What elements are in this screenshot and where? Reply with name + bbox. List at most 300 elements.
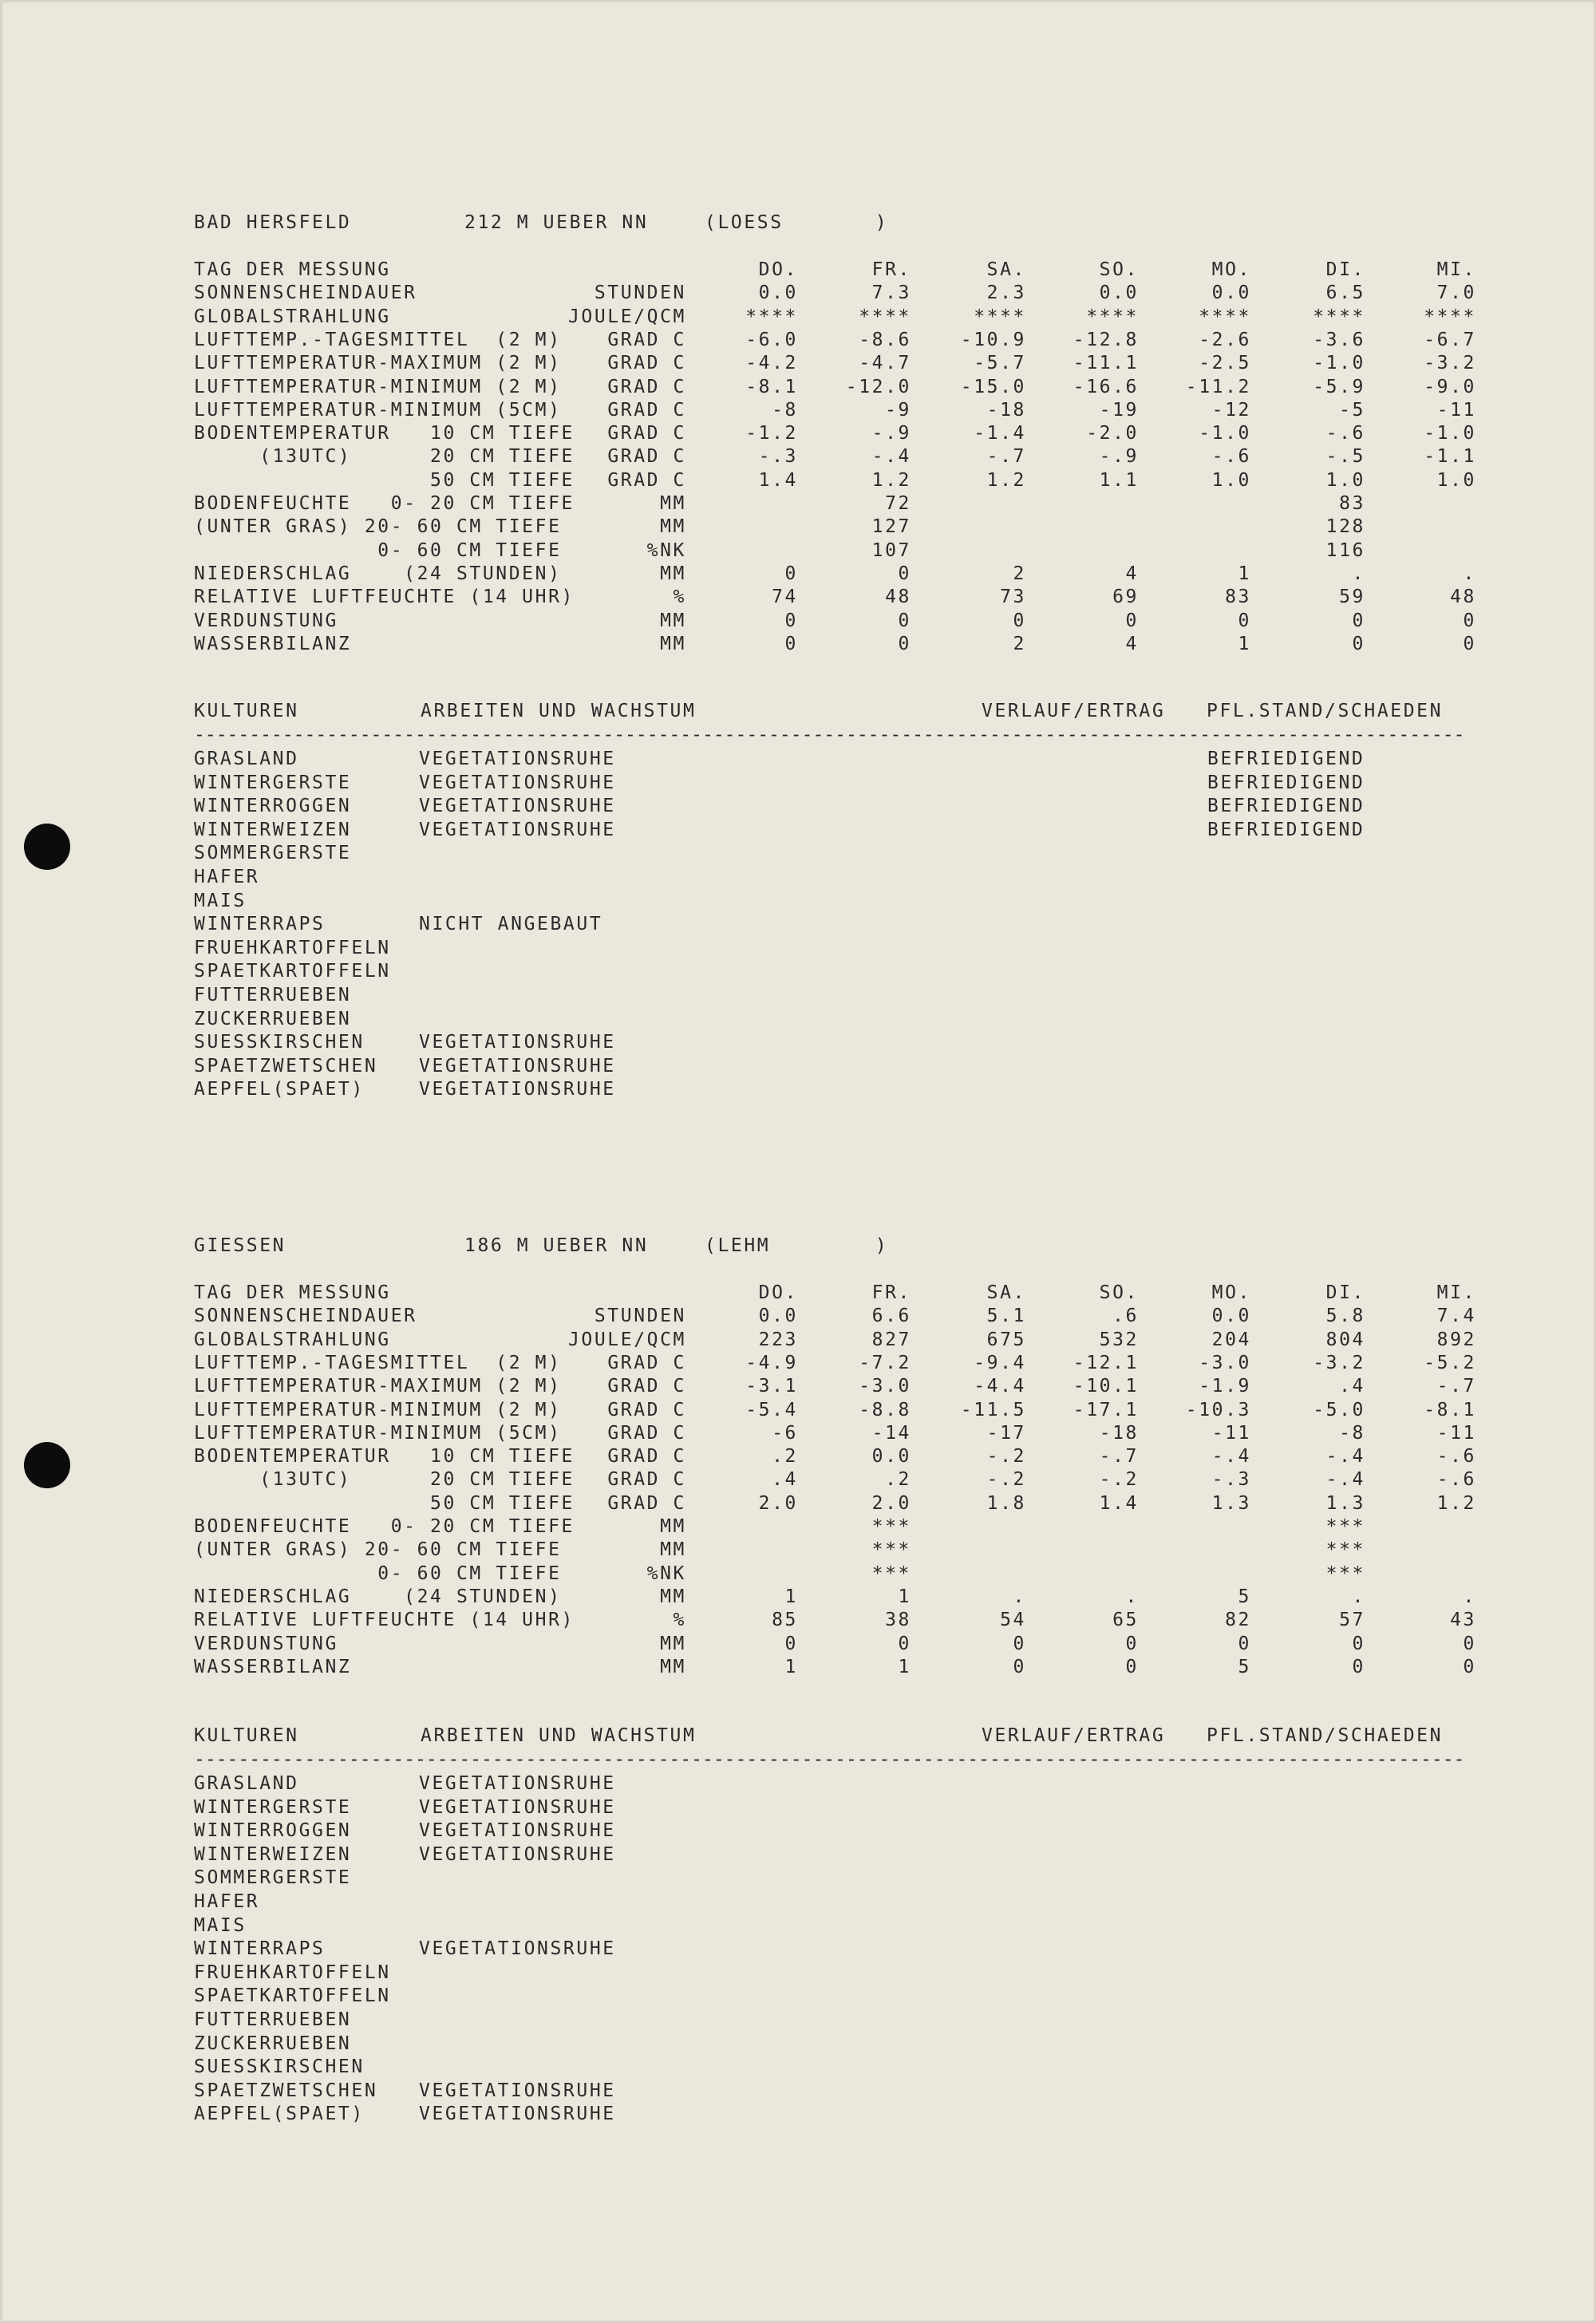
data-cell: .6 xyxy=(1112,1306,1139,1327)
crop-name: GRASLAND xyxy=(194,1773,299,1794)
data-cell: 1.0 xyxy=(1436,469,1476,491)
day-header: MO. xyxy=(1211,1282,1251,1303)
data-cell: 1.2 xyxy=(871,469,911,491)
data-cell: -1.0 xyxy=(1199,423,1251,444)
day-header: FR. xyxy=(871,1282,911,1303)
data-cell: 5.8 xyxy=(1325,1306,1365,1327)
data-cell: 0.0 xyxy=(758,1306,798,1327)
data-cell: -4.4 xyxy=(974,1376,1026,1397)
row-unit: GRAD C xyxy=(607,1352,686,1373)
crop-name: WINTERROGGEN xyxy=(194,1820,352,1842)
row-unit: MM xyxy=(660,1539,686,1561)
row-unit: GRAD C xyxy=(607,376,686,397)
row-label: NIEDERSCHLAG (24 STUNDEN) xyxy=(194,563,562,584)
row-label: GLOBALSTRAHLUNG xyxy=(194,1329,391,1350)
crop-name: HAFER xyxy=(194,1891,260,1912)
data-cell: 532 xyxy=(1099,1329,1139,1350)
data-cell: 1 xyxy=(898,1586,911,1607)
day-header: DO. xyxy=(758,1282,798,1303)
data-cell: 128 xyxy=(1325,516,1365,538)
data-cell: -12 xyxy=(1211,399,1251,421)
data-cell: 0 xyxy=(1352,633,1365,654)
row-label: 0- 60 CM TIEFE xyxy=(194,1562,562,1584)
station-name: BAD HERSFELD xyxy=(194,212,352,233)
data-cell: -.7 xyxy=(986,446,1026,468)
data-cell: -5.7 xyxy=(974,353,1026,374)
row-label: LUFTTEMPERATUR-MINIMUM (2 M) xyxy=(194,376,562,397)
data-cell: -3.0 xyxy=(859,1376,911,1397)
row-unit: MM xyxy=(660,1586,686,1607)
data-cell: -10.9 xyxy=(960,329,1026,350)
data-cell: -.9 xyxy=(1099,446,1139,468)
data-cell: -6 xyxy=(772,1422,798,1444)
crop-name: WINTERGERSTE xyxy=(194,1796,352,1818)
data-cell: *** xyxy=(1325,1562,1365,1584)
station-soil: (LOESS ) xyxy=(705,212,889,233)
crop-work: VEGETATIONSRUHE xyxy=(419,1938,616,1960)
row-label: BODENTEMPERATUR 10 CM TIEFE xyxy=(194,1446,575,1468)
crop-name: GRASLAND xyxy=(194,749,299,769)
row-label: WASSERBILANZ xyxy=(194,1656,352,1677)
data-cell: 7.0 xyxy=(1436,282,1476,304)
data-cell: -9.0 xyxy=(1424,376,1476,397)
crop-name: FRUEHKARTOFFELN xyxy=(194,937,391,958)
crop-name: SPAETZWETSCHEN xyxy=(194,1055,378,1077)
data-cell: 0 xyxy=(1013,1656,1026,1677)
station-name: GIESSEN xyxy=(194,1235,286,1256)
data-cell: -5 xyxy=(1339,399,1365,421)
data-cell: 83 xyxy=(1339,493,1365,514)
crop-work: VEGETATIONSRUHE xyxy=(419,772,616,793)
data-cell: 223 xyxy=(758,1329,798,1350)
crop-name: WINTERWEIZEN xyxy=(194,819,352,840)
day-header: FR. xyxy=(871,259,911,280)
data-cell: 59 xyxy=(1339,587,1365,608)
row-unit: GRAD C xyxy=(607,1376,686,1397)
data-cell: 2.3 xyxy=(986,282,1026,304)
row-unit: MM xyxy=(660,1633,686,1654)
row-label: TAG DER MESSUNG xyxy=(194,259,391,280)
crop-name: SPAETKARTOFFELN xyxy=(194,1985,391,2007)
data-cell: 1.4 xyxy=(758,469,798,491)
data-cell: -.6 xyxy=(1211,446,1251,468)
data-cell: -.5 xyxy=(1325,446,1365,468)
data-cell: 2.0 xyxy=(758,1492,798,1514)
crop-status: BEFRIEDIGEND xyxy=(1207,819,1365,840)
data-cell: 827 xyxy=(871,1329,911,1350)
data-cell: 1.2 xyxy=(986,469,1026,491)
data-cell: -12.1 xyxy=(1073,1352,1139,1373)
row-label: (13UTC) 20 CM TIEFE xyxy=(194,446,575,468)
data-cell: -7.2 xyxy=(859,1352,911,1373)
data-cell: -11 xyxy=(1211,1422,1251,1444)
data-cell: 0 xyxy=(1238,1633,1251,1654)
crop-status: BEFRIEDIGEND xyxy=(1207,796,1365,817)
crop-status: BEFRIEDIGEND xyxy=(1207,772,1365,793)
data-cell: 0 xyxy=(1352,610,1365,631)
data-cell: **** xyxy=(1313,306,1365,327)
data-cell: -9.4 xyxy=(974,1352,1026,1373)
data-cell: 57 xyxy=(1339,1610,1365,1631)
row-label: LUFTTEMPERATUR-MAXIMUM (2 M) xyxy=(194,353,562,374)
crop-name: FRUEHKARTOFFELN xyxy=(194,1962,391,1983)
data-cell: 0 xyxy=(784,1633,798,1654)
data-cell: -.4 xyxy=(1325,1469,1365,1491)
row-label: SONNENSCHEINDAUER xyxy=(194,1306,417,1327)
row-unit: MM xyxy=(660,563,686,584)
crop-name: AEPFEL(SPAET) xyxy=(194,2104,365,2125)
row-unit: GRAD C xyxy=(607,1422,686,1444)
data-cell: -1.2 xyxy=(745,423,798,444)
data-cell: -5.4 xyxy=(745,1399,798,1420)
crop-name: SUESSKIRSCHEN xyxy=(194,2056,365,2078)
crop-name: SUESSKIRSCHEN xyxy=(194,1032,365,1053)
data-cell: -3.6 xyxy=(1313,329,1365,350)
data-cell: -11 xyxy=(1436,399,1476,421)
data-cell: 5.1 xyxy=(986,1306,1026,1327)
data-cell: -8.1 xyxy=(1424,1399,1476,1420)
data-cell: 0.0 xyxy=(1211,282,1251,304)
day-header: DO. xyxy=(758,259,798,280)
dashed-separator: ------------------------------------------------------------------------------------------------------------------- xyxy=(194,1751,1465,1769)
row-label: 50 CM TIEFE xyxy=(194,469,575,491)
crops-header-arbeiten: ARBEITEN UND WACHSTUM xyxy=(421,1725,697,1746)
row-unit: MM xyxy=(660,1656,686,1677)
row-unit: STUNDEN xyxy=(594,1306,686,1327)
data-cell: 85 xyxy=(772,1610,798,1631)
data-cell: 0.0 xyxy=(871,1446,911,1468)
data-cell: 0 xyxy=(1013,610,1026,631)
data-cell: -18 xyxy=(986,399,1026,421)
data-cell: .4 xyxy=(1339,1376,1365,1397)
data-cell: -1.1 xyxy=(1424,446,1476,468)
data-cell: -.6 xyxy=(1325,423,1365,444)
data-cell: 72 xyxy=(885,493,911,514)
data-cell: *** xyxy=(871,1562,911,1584)
data-cell: 7.3 xyxy=(871,282,911,304)
data-cell: -3.2 xyxy=(1424,353,1476,374)
data-cell: 82 xyxy=(1225,1610,1251,1631)
data-cell: -1.4 xyxy=(974,423,1026,444)
data-cell: 0 xyxy=(1463,633,1476,654)
data-cell: 69 xyxy=(1112,587,1139,608)
data-cell: . xyxy=(1013,1586,1026,1607)
day-header: SA. xyxy=(986,259,1026,280)
crop-name: WINTERWEIZEN xyxy=(194,1843,352,1865)
crop-name: WINTERROGGEN xyxy=(194,796,352,817)
data-cell: **** xyxy=(859,306,911,327)
row-unit: GRAD C xyxy=(607,1469,686,1491)
data-cell: *** xyxy=(871,1516,911,1537)
data-cell: 7.4 xyxy=(1436,1306,1476,1327)
crop-work: VEGETATIONSRUHE xyxy=(419,1773,616,1794)
row-unit: GRAD C xyxy=(607,446,686,468)
row-unit: GRAD C xyxy=(607,399,686,421)
row-unit: JOULE/QCM xyxy=(567,306,686,327)
row-label: LUFTTEMPERATUR-MINIMUM (5CM) xyxy=(194,1422,562,1444)
data-cell: *** xyxy=(1325,1539,1365,1561)
crops-header-kulturen: KULTUREN xyxy=(194,701,299,721)
crop-name: SPAETKARTOFFELN xyxy=(194,961,391,982)
data-cell: -12.8 xyxy=(1073,329,1139,350)
data-cell: 0 xyxy=(898,633,911,654)
crop-work: VEGETATIONSRUHE xyxy=(419,1055,616,1077)
crop-name: FUTTERRUEBEN xyxy=(194,985,352,1005)
row-unit: GRAD C xyxy=(607,1399,686,1420)
data-cell: 0 xyxy=(1013,1633,1026,1654)
row-unit: JOULE/QCM xyxy=(567,1329,686,1350)
data-cell: 0.0 xyxy=(1099,282,1139,304)
data-cell: 74 xyxy=(772,587,798,608)
data-cell: -8.6 xyxy=(859,329,911,350)
data-cell: -.7 xyxy=(1099,1446,1139,1468)
day-header: DI. xyxy=(1325,1282,1365,1303)
row-unit: % xyxy=(673,1610,686,1631)
data-cell: 204 xyxy=(1211,1329,1251,1350)
data-cell: -11.2 xyxy=(1185,376,1251,397)
data-cell: -2.5 xyxy=(1199,353,1251,374)
station-elevation: 212 M UEBER NN xyxy=(464,212,649,233)
row-unit: MM xyxy=(660,516,686,538)
crop-work: VEGETATIONSRUHE xyxy=(419,2104,616,2125)
data-cell: 4 xyxy=(1125,633,1139,654)
row-label: LUFTTEMPERATUR-MAXIMUM (2 M) xyxy=(194,1376,562,1397)
row-unit: GRAD C xyxy=(607,329,686,350)
row-label: LUFTTEMP.-TAGESMITTEL (2 M) xyxy=(194,329,562,350)
data-cell: 1.3 xyxy=(1325,1492,1365,1514)
row-unit: GRAD C xyxy=(607,1492,686,1514)
crop-name: MAIS xyxy=(194,1914,247,1936)
data-cell: 73 xyxy=(1000,587,1026,608)
row-label: TAG DER MESSUNG xyxy=(194,1282,391,1303)
data-cell: 0 xyxy=(1463,1633,1476,1654)
data-cell: 5 xyxy=(1238,1656,1251,1677)
data-cell: 1.0 xyxy=(1211,469,1251,491)
row-label: (13UTC) 20 CM TIEFE xyxy=(194,1469,575,1491)
data-cell: 6.5 xyxy=(1325,282,1365,304)
data-cell: -2.6 xyxy=(1199,329,1251,350)
data-cell: **** xyxy=(974,306,1026,327)
data-cell: -4.7 xyxy=(859,353,911,374)
data-cell: . xyxy=(1463,1586,1476,1607)
crop-name: MAIS xyxy=(194,890,247,911)
crops-header-arbeiten: ARBEITEN UND WACHSTUM xyxy=(421,701,697,721)
crop-status: BEFRIEDIGEND xyxy=(1207,749,1365,769)
crop-work: VEGETATIONSRUHE xyxy=(419,1079,616,1100)
data-cell: -3.0 xyxy=(1199,1352,1251,1373)
crop-name: ZUCKERRUEBEN xyxy=(194,1008,352,1029)
data-cell: -.2 xyxy=(986,1446,1026,1468)
crop-name: WINTERRAPS xyxy=(194,1938,326,1960)
data-cell: -3.1 xyxy=(745,1376,798,1397)
data-cell: 38 xyxy=(885,1610,911,1631)
data-cell: 0 xyxy=(1125,1656,1139,1677)
data-cell: -16.6 xyxy=(1073,376,1139,397)
row-label: 0- 60 CM TIEFE xyxy=(194,539,562,561)
data-cell: -5.9 xyxy=(1313,376,1365,397)
data-cell: 0 xyxy=(784,633,798,654)
data-cell: 0 xyxy=(898,610,911,631)
data-cell: 0 xyxy=(1352,1633,1365,1654)
data-cell: 0 xyxy=(1125,610,1139,631)
data-cell: -11 xyxy=(1436,1422,1476,1444)
data-cell: -18 xyxy=(1099,1422,1139,1444)
crop-name: WINTERGERSTE xyxy=(194,772,352,793)
day-header: SO. xyxy=(1099,1282,1139,1303)
data-cell: 0 xyxy=(1463,1656,1476,1677)
row-label: LUFTTEMP.-TAGESMITTEL (2 M) xyxy=(194,1352,562,1373)
row-unit: MM xyxy=(660,493,686,514)
data-cell: -1.0 xyxy=(1424,423,1476,444)
crop-name: SPAETZWETSCHEN xyxy=(194,2080,378,2101)
data-cell: -4.9 xyxy=(745,1352,798,1373)
data-cell: 0 xyxy=(1125,1633,1139,1654)
row-label: VERDUNSTUNG xyxy=(194,1633,338,1654)
data-cell: -.3 xyxy=(1211,1469,1251,1491)
data-cell: -5.0 xyxy=(1313,1399,1365,1420)
data-cell: 127 xyxy=(871,516,911,538)
data-cell: *** xyxy=(871,1539,911,1561)
data-cell: 675 xyxy=(986,1329,1026,1350)
row-label: (UNTER GRAS) 20- 60 CM TIEFE xyxy=(194,516,562,538)
day-header: SA. xyxy=(986,1282,1026,1303)
data-cell: 804 xyxy=(1325,1329,1365,1350)
data-cell: **** xyxy=(1086,306,1139,327)
crop-work: VEGETATIONSRUHE xyxy=(419,1032,616,1053)
row-unit: GRAD C xyxy=(607,353,686,374)
data-cell: 1 xyxy=(784,1586,798,1607)
crop-work: VEGETATIONSRUHE xyxy=(419,796,616,817)
crop-name: HAFER xyxy=(194,867,260,887)
data-cell: 65 xyxy=(1112,1610,1139,1631)
row-label: WASSERBILANZ xyxy=(194,633,352,654)
crops-header-kulturen: KULTUREN xyxy=(194,1725,299,1746)
row-unit: GRAD C xyxy=(607,1446,686,1468)
data-cell: -6.0 xyxy=(745,329,798,350)
data-cell: 0 xyxy=(898,563,911,584)
data-cell: 83 xyxy=(1225,587,1251,608)
row-label: BODENTEMPERATUR 10 CM TIEFE xyxy=(194,423,575,444)
data-cell: -.4 xyxy=(1211,1446,1251,1468)
data-cell: 1 xyxy=(1238,633,1251,654)
data-cell: .2 xyxy=(772,1446,798,1468)
row-label: GLOBALSTRAHLUNG xyxy=(194,306,391,327)
data-cell: -6.7 xyxy=(1424,329,1476,350)
data-cell: 43 xyxy=(1450,1610,1476,1631)
data-cell: -.7 xyxy=(1436,1376,1476,1397)
data-cell: -10.1 xyxy=(1073,1376,1139,1397)
data-cell: .4 xyxy=(772,1469,798,1491)
data-cell: . xyxy=(1352,1586,1365,1607)
station-elevation: 186 M UEBER NN xyxy=(464,1235,649,1256)
crop-work: NICHT ANGEBAUT xyxy=(419,914,603,935)
crop-name: WINTERRAPS xyxy=(194,914,326,935)
data-cell: -8 xyxy=(1339,1422,1365,1444)
data-cell: 0 xyxy=(1352,1656,1365,1677)
crop-work: VEGETATIONSRUHE xyxy=(419,2080,616,2101)
data-cell: 116 xyxy=(1325,539,1365,561)
crops-header-verlauf: VERLAUF/ERTRAG xyxy=(982,701,1166,721)
data-cell: 0.0 xyxy=(758,282,798,304)
data-cell: -11.1 xyxy=(1073,353,1139,374)
row-unit: MM xyxy=(660,633,686,654)
row-label: BODENFEUCHTE 0- 20 CM TIEFE xyxy=(194,493,575,514)
crops-header-verlauf: VERLAUF/ERTRAG xyxy=(982,1725,1166,1746)
data-cell: -3.2 xyxy=(1313,1352,1365,1373)
row-label: SONNENSCHEINDAUER xyxy=(194,282,417,304)
crop-name: SOMMERGERSTE xyxy=(194,843,352,864)
data-cell: 2.0 xyxy=(871,1492,911,1514)
crop-work: VEGETATIONSRUHE xyxy=(419,1843,616,1865)
data-cell: 0 xyxy=(784,563,798,584)
row-unit: %NK xyxy=(646,539,686,561)
data-cell: . xyxy=(1352,563,1365,584)
data-cell: 6.6 xyxy=(871,1306,911,1327)
data-cell: 1.2 xyxy=(1436,1492,1476,1514)
data-cell: -8 xyxy=(772,399,798,421)
data-cell: 1.3 xyxy=(1211,1492,1251,1514)
row-label: RELATIVE LUFTFEUCHTE (14 UHR) xyxy=(194,1610,575,1631)
data-cell: 107 xyxy=(871,539,911,561)
data-cell: -.4 xyxy=(871,446,911,468)
crop-name: FUTTERRUEBEN xyxy=(194,2009,352,2030)
day-header: SO. xyxy=(1099,259,1139,280)
data-cell: -10.3 xyxy=(1185,1399,1251,1420)
data-cell: 892 xyxy=(1436,1329,1476,1350)
data-cell: 0.0 xyxy=(1211,1306,1251,1327)
data-cell: 4 xyxy=(1125,563,1139,584)
row-label: RELATIVE LUFTFEUCHTE (14 UHR) xyxy=(194,587,575,608)
data-cell: -14 xyxy=(871,1422,911,1444)
data-cell: 5 xyxy=(1238,1586,1251,1607)
punch-hole xyxy=(24,1442,70,1488)
data-cell: 48 xyxy=(1450,587,1476,608)
data-cell: -9 xyxy=(885,399,911,421)
data-cell: .2 xyxy=(885,1469,911,1491)
data-cell: 1 xyxy=(784,1656,798,1677)
data-cell: -8.1 xyxy=(745,376,798,397)
row-label: NIEDERSCHLAG (24 STUNDEN) xyxy=(194,1586,562,1607)
crops-header-pfl: PFL.STAND/SCHAEDEN xyxy=(1207,701,1444,721)
row-unit: % xyxy=(673,587,686,608)
data-cell: -17.1 xyxy=(1073,1399,1139,1420)
crop-work: VEGETATIONSRUHE xyxy=(419,819,616,840)
row-label: VERDUNSTUNG xyxy=(194,610,338,631)
data-cell: 1.1 xyxy=(1099,469,1139,491)
data-cell: -.6 xyxy=(1436,1469,1476,1491)
row-label: 50 CM TIEFE xyxy=(194,1492,575,1514)
data-cell: -.2 xyxy=(986,1469,1026,1491)
station-soil: (LEHM ) xyxy=(705,1235,889,1256)
row-label: BODENFEUCHTE 0- 20 CM TIEFE xyxy=(194,1516,575,1537)
day-header: MO. xyxy=(1211,259,1251,280)
data-cell: 2 xyxy=(1013,563,1026,584)
crop-work: VEGETATIONSRUHE xyxy=(419,1820,616,1842)
crop-name: SOMMERGERSTE xyxy=(194,1867,352,1889)
row-label: LUFTTEMPERATUR-MINIMUM (5CM) xyxy=(194,399,562,421)
data-cell: -.3 xyxy=(758,446,798,468)
data-cell: -8.8 xyxy=(859,1399,911,1420)
data-cell: 1.0 xyxy=(1325,469,1365,491)
day-header: MI. xyxy=(1436,259,1476,280)
crop-name: ZUCKERRUEBEN xyxy=(194,2033,352,2054)
data-cell: -12.0 xyxy=(845,376,911,397)
data-cell: 1.8 xyxy=(986,1492,1026,1514)
crop-name: AEPFEL(SPAET) xyxy=(194,1079,365,1100)
data-cell: 0 xyxy=(784,610,798,631)
data-cell: -.4 xyxy=(1325,1446,1365,1468)
data-cell: 1 xyxy=(898,1656,911,1677)
